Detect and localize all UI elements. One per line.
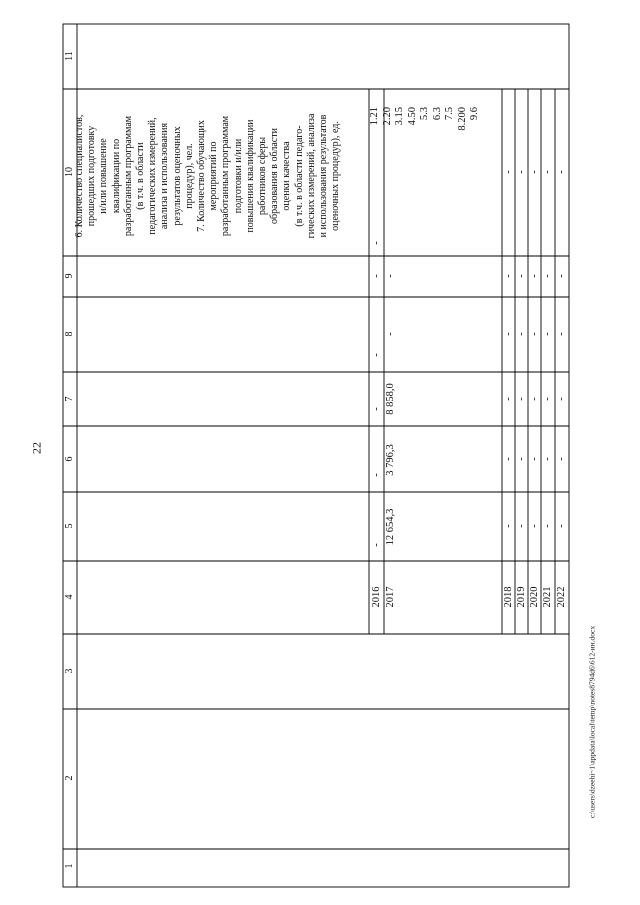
table-cell: - [515,170,527,174]
table-cell: - [370,353,382,357]
table-row-year: 2019 [515,586,527,608]
indicator-line: гических измерений, анализа [305,113,317,239]
indicator-value: 6.3 [431,107,443,121]
page-number: 22 [29,442,44,454]
table-cell: - [555,170,567,174]
indicator-value: 1.21 [368,107,380,126]
indicator-line: результатов оценочных [171,126,183,226]
table-row-year: 2018 [502,586,514,608]
footer-file-path: c:\users\dzeehi~1\appdata\local\temp\notes8794d6\612-ин.docx [587,625,597,819]
column-number-6: 6 [64,456,75,462]
table-cell: - [502,524,514,528]
indicator-line: прошедших подготовку [85,125,97,227]
column-number-4: 4 [64,594,75,600]
table-cell: - [555,332,567,336]
indicator-line: 7. Количество обучающих [195,120,207,232]
indicator-line: анализа и использования [159,122,171,230]
indicator-line: педагогических измерений, [146,117,158,235]
table-cell: - [502,274,514,278]
table-cell: - [555,397,567,401]
table-cell: - [541,170,553,174]
indicator-value: 9.6 [468,107,480,121]
column-number-1: 1 [64,863,75,869]
table-row-year: 2017 [384,586,396,608]
indicator-line: и/или повышение [98,138,110,214]
column-number-8: 8 [64,331,75,337]
table-cell: - [515,457,527,461]
indicator-value: 5.3 [418,107,430,121]
table-cell: - [541,524,553,528]
table-cell: 12 654,3 [384,508,396,546]
table-row-year: 2016 [370,586,382,608]
indicator-line: работников сферы [256,136,268,216]
table-cell: - [502,457,514,461]
table-cell: 3 796,3 [384,444,396,476]
table-cell: - [541,274,553,278]
indicator-line: подготовки и/или [232,138,244,214]
table-cell: - [370,543,382,547]
table-cell: - [515,332,527,336]
indicator-line: процедур), чел. [183,143,195,209]
table-cell: - [502,170,514,174]
table-cell: - [502,332,514,336]
column-number-9: 9 [64,273,75,279]
table-cell: - [541,332,553,336]
column-number-2: 2 [64,775,75,781]
table-cell: - [515,274,527,278]
table-cell: - [515,524,527,528]
indicator-line: оценки качества [281,141,293,211]
table-cell: - [541,397,553,401]
column-number-7: 7 [64,396,75,402]
table-cell: - [555,457,567,461]
indicator-line: (в т.ч. в области педаго- [293,125,305,227]
table-cell: - [528,170,540,174]
table-cell: - [370,473,382,477]
indicator-value: 8.200 [456,107,468,131]
indicator-line: 6. Количество специалистов, [73,114,85,238]
table-cell: 8 858,0 [384,383,396,415]
table-cell: - [528,332,540,336]
indicator-description [74,37,342,315]
indicator-value: 7.5 [443,107,455,121]
indicator-line: мероприятий по [208,141,219,211]
table-cell: - [528,524,540,528]
table-cell: - [555,524,567,528]
indicator-values-list [369,107,482,247]
table-cell: - [370,274,382,278]
column-number-3: 3 [64,668,75,674]
table-cell: - [370,407,382,411]
table-row-year: 2022 [555,586,567,608]
table-cell: - [555,274,567,278]
indicator-line: разработанным программам [220,115,232,237]
table-cell: - [384,332,396,336]
indicator-value: 4.50 [406,107,418,126]
indicator-line: разработанным программам [122,115,134,237]
table-cell: - [528,397,540,401]
table-row-year: 2021 [541,586,553,608]
indicator-line: и использования результатов [317,114,329,238]
table-cell: - [515,397,527,401]
indicator-value: 2.20 [381,107,393,126]
column-number-5: 5 [64,523,75,529]
indicator-line: оценочных процедур), ед. [330,121,342,231]
table-cell: - [528,274,540,278]
table-cell: - [384,274,396,278]
indicator-line: квалификации по [110,138,122,214]
indicator-line: (в т.ч. в области [134,142,146,210]
indicator-value: 3.15 [393,107,405,126]
table-cell: - [370,241,382,245]
indicator-line: образования в области [269,128,281,224]
column-number-11: 11 [64,51,75,61]
table-cell: - [541,457,553,461]
table-cell: - [528,457,540,461]
table-row-year: 2020 [528,586,540,608]
indicator-line: повышения квалификации [244,119,256,233]
column-number-10: 10 [64,167,75,177]
table-cell: - [502,397,514,401]
